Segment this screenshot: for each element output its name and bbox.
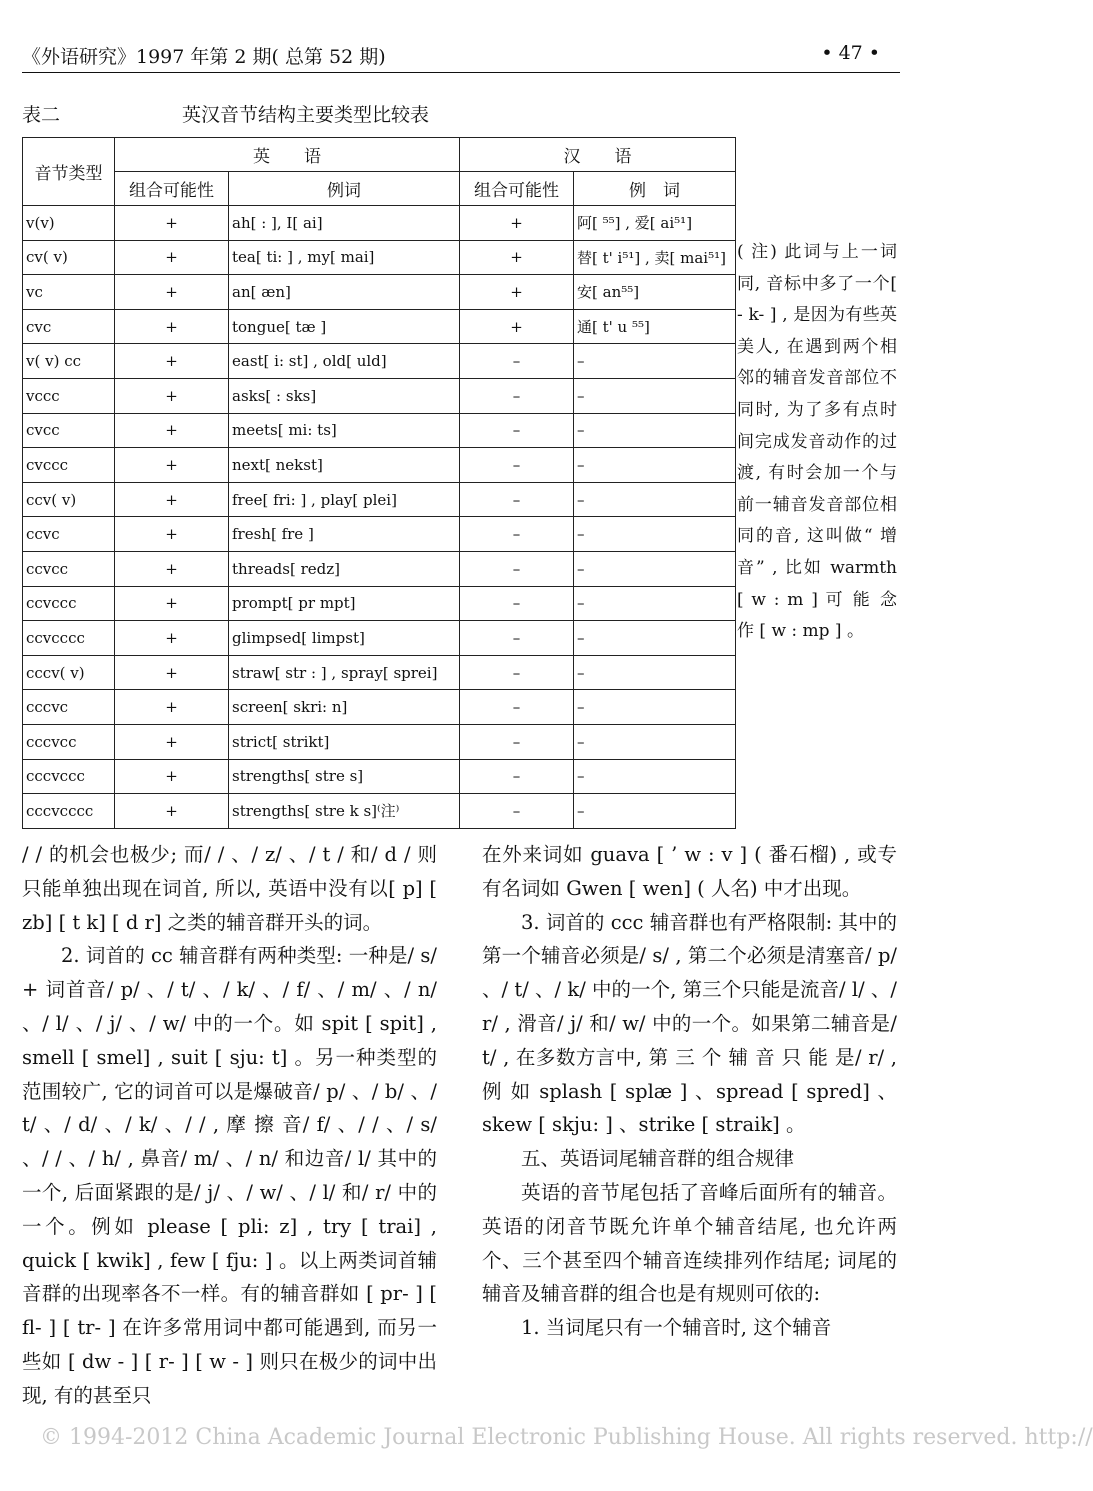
table-row <box>23 240 736 275</box>
cell-cn-combinability: + <box>460 275 574 310</box>
cell-en-combinability: + <box>115 621 229 656</box>
paragraph: 3. 词首的 ccc 辅音群也有严格限制: 其中的第一个辅音必须是/ s/ , 第二个必须是清塞音/ p/ 、/ t/ 、/ k/ 中的一个, 第三个只能是流音/ l/ 、/ r/ , 滑音/ j/ 和/ w/ 中的一个。如果第二辅音是/ t/ , 在多数方言中, 第 三 个 辅 音 只 能 是/ r/ , 例 如 splash [ splæ ] 、spread [ spred] 、skew [ skju: ] 、strike [ straik] 。 <box>482 910 897 1137</box>
header-syllable-type: 音节类型 <box>23 138 115 206</box>
cell-syllable-type: ccvcc <box>23 551 115 586</box>
table-row <box>23 551 736 586</box>
cell-en-example: an[ æn] <box>229 275 460 310</box>
syllable-comparison-table <box>22 137 736 829</box>
cell-cn-combinability: – <box>460 517 574 552</box>
table-row <box>23 309 736 344</box>
cell-en-example: free[ fri: ] , play[ plei] <box>229 482 460 517</box>
header-en-example: 例词 <box>229 172 460 206</box>
cell-cn-example: 阿[ ⁵⁵] , 爱[ ai⁵¹] <box>574 206 736 241</box>
cell-en-example: strengths[ stre k s]⁽注⁾ <box>229 794 460 829</box>
cell-cn-combinability: – <box>460 448 574 483</box>
table-body <box>23 206 736 829</box>
header-chinese: 汉 语 <box>460 138 736 172</box>
paragraph: 英语的音节尾包括了音峰后面所有的辅音。英语的闭音节既允许单个辅音结尾, 也允许两个、三个甚至四个辅音连续排列作结尾; 词尾的辅音及辅音群的组合也是有规则可依的: <box>482 1180 897 1306</box>
cell-cn-example: – <box>574 413 736 448</box>
cell-cn-combinability: – <box>460 551 574 586</box>
table-row <box>23 759 736 794</box>
cell-cn-example: – <box>574 690 736 725</box>
cell-cn-example: – <box>574 759 736 794</box>
cell-en-combinability: + <box>115 759 229 794</box>
table-row <box>23 655 736 690</box>
cell-cn-example: – <box>574 448 736 483</box>
table-row <box>23 724 736 759</box>
cell-syllable-type: cvc <box>23 309 115 344</box>
section-heading: 五、英语词尾辅音群的组合规律 <box>521 1147 795 1171</box>
cell-en-example: glimpsed[ limpst] <box>229 621 460 656</box>
cell-syllable-type: cvcc <box>23 413 115 448</box>
cell-cn-combinability: – <box>460 759 574 794</box>
cell-en-example: straw[ str : ] , spray[ sprei] <box>229 655 460 690</box>
cell-en-combinability: + <box>115 309 229 344</box>
cell-syllable-type: cccvccc <box>23 759 115 794</box>
cell-cn-example: – <box>574 621 736 656</box>
cell-cn-combinability: + <box>460 309 574 344</box>
cell-en-combinability: + <box>115 344 229 379</box>
cell-cn-example: – <box>574 586 736 621</box>
header-cn-example: 例 词 <box>574 172 736 206</box>
cell-syllable-type: ccv( v) <box>23 482 115 517</box>
paragraph: 1. 当词尾只有一个辅音时, 这个辅音 <box>521 1316 832 1340</box>
table-row <box>23 378 736 413</box>
cell-cn-combinability: + <box>460 206 574 241</box>
cell-cn-combinability: – <box>460 413 574 448</box>
cell-en-example: screen[ skri: n] <box>229 690 460 725</box>
cell-cn-example: 替[ t' i⁵¹] , 卖[ mai⁵¹] <box>574 240 736 275</box>
cell-cn-example: – <box>574 724 736 759</box>
cell-syllable-type: cccvcccc <box>23 794 115 829</box>
cell-en-combinability: + <box>115 724 229 759</box>
table-row <box>23 517 736 552</box>
left-column <box>22 838 437 1413</box>
table-footnote: ( 注) 此词与上一词同, 音标中多了一个[ - k- ] , 是因为有些英美人, 在遇到两个相邻的辅音发音部位不同时, 为了多有点时间完成发音动作的过渡, 有时会加一个与前一辅音发音部位相同的音, 这叫做“ 增 音” , 比如 warmth [ w : m ] 可 能 念 作 [ w : mp ] 。 <box>737 242 897 642</box>
cell-en-combinability: + <box>115 206 229 241</box>
table-row <box>23 482 736 517</box>
header-en-combinability: 组合可能性 <box>115 172 229 206</box>
cell-en-combinability: + <box>115 517 229 552</box>
cell-cn-combinability: – <box>460 724 574 759</box>
cell-syllable-type: v( v) cc <box>23 344 115 379</box>
cell-en-example: meets[ mi: ts] <box>229 413 460 448</box>
table-row <box>23 275 736 310</box>
cell-cn-example: – <box>574 517 736 552</box>
cell-en-example: tea[ ti: ] , my[ mai] <box>229 240 460 275</box>
cell-en-combinability: + <box>115 275 229 310</box>
cell-en-combinability: + <box>115 586 229 621</box>
cell-en-combinability: + <box>115 378 229 413</box>
table-row <box>23 794 736 829</box>
cell-cn-combinability: – <box>460 794 574 829</box>
cell-en-combinability: + <box>115 482 229 517</box>
table-row <box>23 344 736 379</box>
cell-syllable-type: cccvcc <box>23 724 115 759</box>
cell-en-combinability: + <box>115 551 229 586</box>
cell-cn-example: – <box>574 344 736 379</box>
cell-cn-example: – <box>574 378 736 413</box>
journal-title: 《外语研究》1997 年第 2 期( 总第 52 期) <box>22 46 386 68</box>
header-cn-combinability: 组合可能性 <box>460 172 574 206</box>
cell-en-example: prompt[ pr mpt] <box>229 586 460 621</box>
cell-en-example: next[ nekst] <box>229 448 460 483</box>
cell-cn-combinability: – <box>460 482 574 517</box>
cell-syllable-type: cccv( v) <box>23 655 115 690</box>
table-row <box>23 690 736 725</box>
table-row <box>23 206 736 241</box>
cell-syllable-type: cccvc <box>23 690 115 725</box>
paragraph: / / 的机会也极少; 而/ / 、/ z/ 、/ t / 和/ d / 则只能单独出现在词首, 所以, 英语中没有以[ p] [ zb] [ t k] [ d r] 之类的辅音群开头的词。 <box>22 843 437 934</box>
table-row <box>23 448 736 483</box>
cell-en-combinability: + <box>115 690 229 725</box>
cell-en-example: tongue[ tæ ] <box>229 309 460 344</box>
cell-cn-combinability: – <box>460 378 574 413</box>
cell-en-combinability: + <box>115 413 229 448</box>
table-row <box>23 621 736 656</box>
cell-cn-example: 安[ an⁵⁵] <box>574 275 736 310</box>
cell-cn-example: – <box>574 655 736 690</box>
paragraph: 2. 词首的 cc 辅音群有两种类型: 一种是/ s/ + 词首音/ p/ 、/ t/ 、/ k/ 、/ f/ 、/ m/ 、/ n/ 、/ l/ 、/ j/ 、/ w/ 中的一个。如 spit [ spit] , smell [ smel] , suit [ sju: t] 。另一种类型的范围较广, 它的词首可以是爆破音/ p/ 、/ b/ 、/ t/ 、/ d/ 、/ k/ 、/ / , 摩 擦 音/ f/ 、/ / 、/ s/ 、/ / 、/ h/ , 鼻音/ m/ 、/ n/ 和边音/ l/ 其中的一个, 后面紧跟的是/ j/ 、/ w/ 、/ l/ 和/ r/ 中的一个。例如 please [ pli: z] , try [ trai] , quick [ kwik] , few [ fju: ] 。以上两类词首辅音群的出现率各不一样。有的辅音群如 [ pr- ] [ fl- ] [ tr- ] 在许多常用词中都可能遇到, 而另一些如 [ dw - ] [ r- ] [ w - ] 则只在极少的词中出现, 有的甚至只 <box>22 944 437 1407</box>
cell-en-example: strengths[ stre s] <box>229 759 460 794</box>
cell-cn-combinability: – <box>460 690 574 725</box>
table-title: 英汉音节结构主要类型比较表 <box>182 104 430 126</box>
table-row <box>23 413 736 448</box>
page-header <box>22 36 900 74</box>
cell-syllable-type: cv( v) <box>23 240 115 275</box>
cell-en-combinability: + <box>115 240 229 275</box>
cell-en-example: strict[ strikt] <box>229 724 460 759</box>
cell-syllable-type: vccc <box>23 378 115 413</box>
header-rule <box>22 72 900 73</box>
cell-en-example: fresh[ fre ] <box>229 517 460 552</box>
cell-cn-example: – <box>574 551 736 586</box>
cell-syllable-type: ccvcccc <box>23 621 115 656</box>
paragraph: 在外来词如 guava [ ’ w : v ] ( 番石榴) , 或专有名词如 Gwen [ wen] ( 人名) 中才出现。 <box>482 843 897 900</box>
cell-en-combinability: + <box>115 448 229 483</box>
cell-syllable-type: cvccc <box>23 448 115 483</box>
cell-cn-example: 通[ t' u ⁵⁵] <box>574 309 736 344</box>
page-number: • 47 • <box>821 42 880 64</box>
cell-en-example: east[ i: st] , old[ uld] <box>229 344 460 379</box>
copyright-watermark: © 1994-2012 China Academic Journal Electronic Publishing House. All rights reserved. http:// <box>40 1425 1093 1450</box>
cell-cn-example: – <box>574 482 736 517</box>
cell-cn-combinability: – <box>460 621 574 656</box>
cell-en-example: threads[ redz] <box>229 551 460 586</box>
cell-cn-example: – <box>574 794 736 829</box>
cell-en-combinability: + <box>115 655 229 690</box>
cell-syllable-type: v(v) <box>23 206 115 241</box>
cell-syllable-type: ccvc <box>23 517 115 552</box>
right-column <box>482 838 897 1345</box>
cell-en-example: asks[ : sks] <box>229 378 460 413</box>
cell-en-example: ah[ : ], I[ ai] <box>229 206 460 241</box>
cell-en-combinability: + <box>115 794 229 829</box>
header-english: 英 语 <box>115 138 460 172</box>
cell-cn-combinability: – <box>460 655 574 690</box>
table-label: 表二 <box>22 104 61 126</box>
table-row <box>23 586 736 621</box>
cell-cn-combinability: + <box>460 240 574 275</box>
cell-cn-combinability: – <box>460 344 574 379</box>
cell-syllable-type: vc <box>23 275 115 310</box>
cell-cn-combinability: – <box>460 586 574 621</box>
cell-syllable-type: ccvccc <box>23 586 115 621</box>
